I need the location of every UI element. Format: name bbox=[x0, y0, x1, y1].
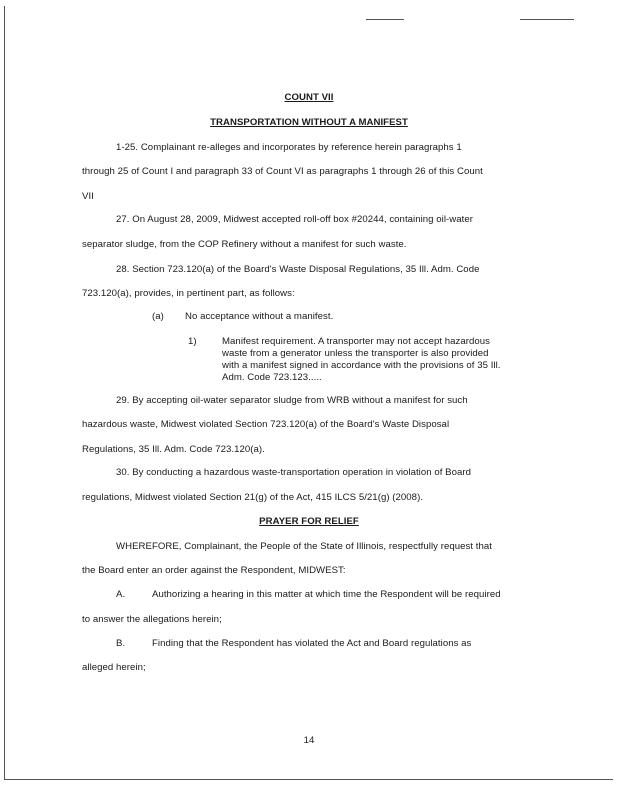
heading-count: COUNT VII bbox=[284, 92, 334, 103]
top-right-scan-line bbox=[520, 19, 574, 20]
paragraph-1-25: 1-25. Complainant re-alleges and incorporates by reference herein paragraphs 1 bbox=[116, 142, 462, 153]
subsection-a-label: (a) bbox=[152, 311, 164, 322]
heading-prayer: PRAYER FOR RELIEF bbox=[259, 516, 359, 527]
subsection-1-label: 1) bbox=[188, 336, 197, 347]
item-b-label: B. bbox=[116, 638, 126, 649]
paragraph-30: 30. By conducting a hazardous waste-transportation operation in violation of Board bbox=[116, 467, 472, 478]
subsection-1-line2: waste from a generator unless the transporter is also provided bbox=[222, 348, 489, 359]
paragraph-1-25-line2: through 25 of Count I and paragraph 33 of Count VI as paragraphs 1 through 26 of this Count bbox=[82, 166, 483, 177]
paragraph-29: 29. By accepting oil-water separator sludge from WRB without a manifest for such bbox=[116, 395, 468, 406]
paragraph-27-line2: separator sludge, from the COP Refinery without a manifest for such waste. bbox=[82, 239, 407, 250]
paragraph-28: 28. Section 723.120(a) of the Board's Waste Disposal Regulations, 35 Ill. Adm. Code bbox=[116, 264, 480, 275]
paragraph-29-line3: Regulations, 35 Ill. Adm. Code 723.120(a). bbox=[82, 444, 265, 455]
item-b-line2: alleged herein; bbox=[82, 662, 146, 673]
item-a-line1: Authorizing a hearing in this matter at which time the Respondent will be required bbox=[152, 589, 501, 600]
wherefore-line1: WHEREFORE, Complainant, the People of the State of Illinois, respectfully request that bbox=[116, 541, 492, 552]
paragraph-1-25-line3: VII bbox=[82, 191, 94, 202]
paragraph-30-line2: regulations, Midwest violated Section 21(g) of the Act, 415 ILCS 5/21(g) (2008). bbox=[82, 492, 424, 503]
item-b-line1: Finding that the Respondent has violated the Act and Board regulations as bbox=[152, 638, 472, 649]
wherefore-line2: the Board enter an order against the Respondent, MIDWEST: bbox=[82, 565, 346, 576]
bottom-scan-edge bbox=[4, 779, 613, 780]
item-a-label: A. bbox=[116, 589, 126, 600]
top-right-scan-mark bbox=[366, 19, 404, 20]
item-a-line2: to answer the allegations herein; bbox=[82, 614, 222, 625]
heading-title: TRANSPORTATION WITHOUT A MANIFEST bbox=[210, 117, 408, 128]
subsection-1-line3: with a manifest signed in accordance with the provisions of 35 Ill. bbox=[222, 360, 501, 371]
paragraph-27: 27. On August 28, 2009, Midwest accepted roll-off box #20244, containing oil-water bbox=[116, 214, 473, 225]
subsection-1-line1: Manifest requirement. A transporter may not accept hazardous bbox=[222, 336, 491, 347]
page-number: 14 bbox=[303, 735, 315, 746]
subsection-1-line4: Adm. Code 723.123..... bbox=[222, 372, 322, 383]
paragraph-29-line2: hazardous waste, Midwest violated Section 723.120(a) of the Board's Waste Disposal bbox=[82, 419, 450, 430]
paragraph-28-line2: 723.120(a), provides, in pertinent part, as follows: bbox=[82, 288, 295, 299]
subsection-a-text: No acceptance without a manifest. bbox=[185, 311, 334, 322]
